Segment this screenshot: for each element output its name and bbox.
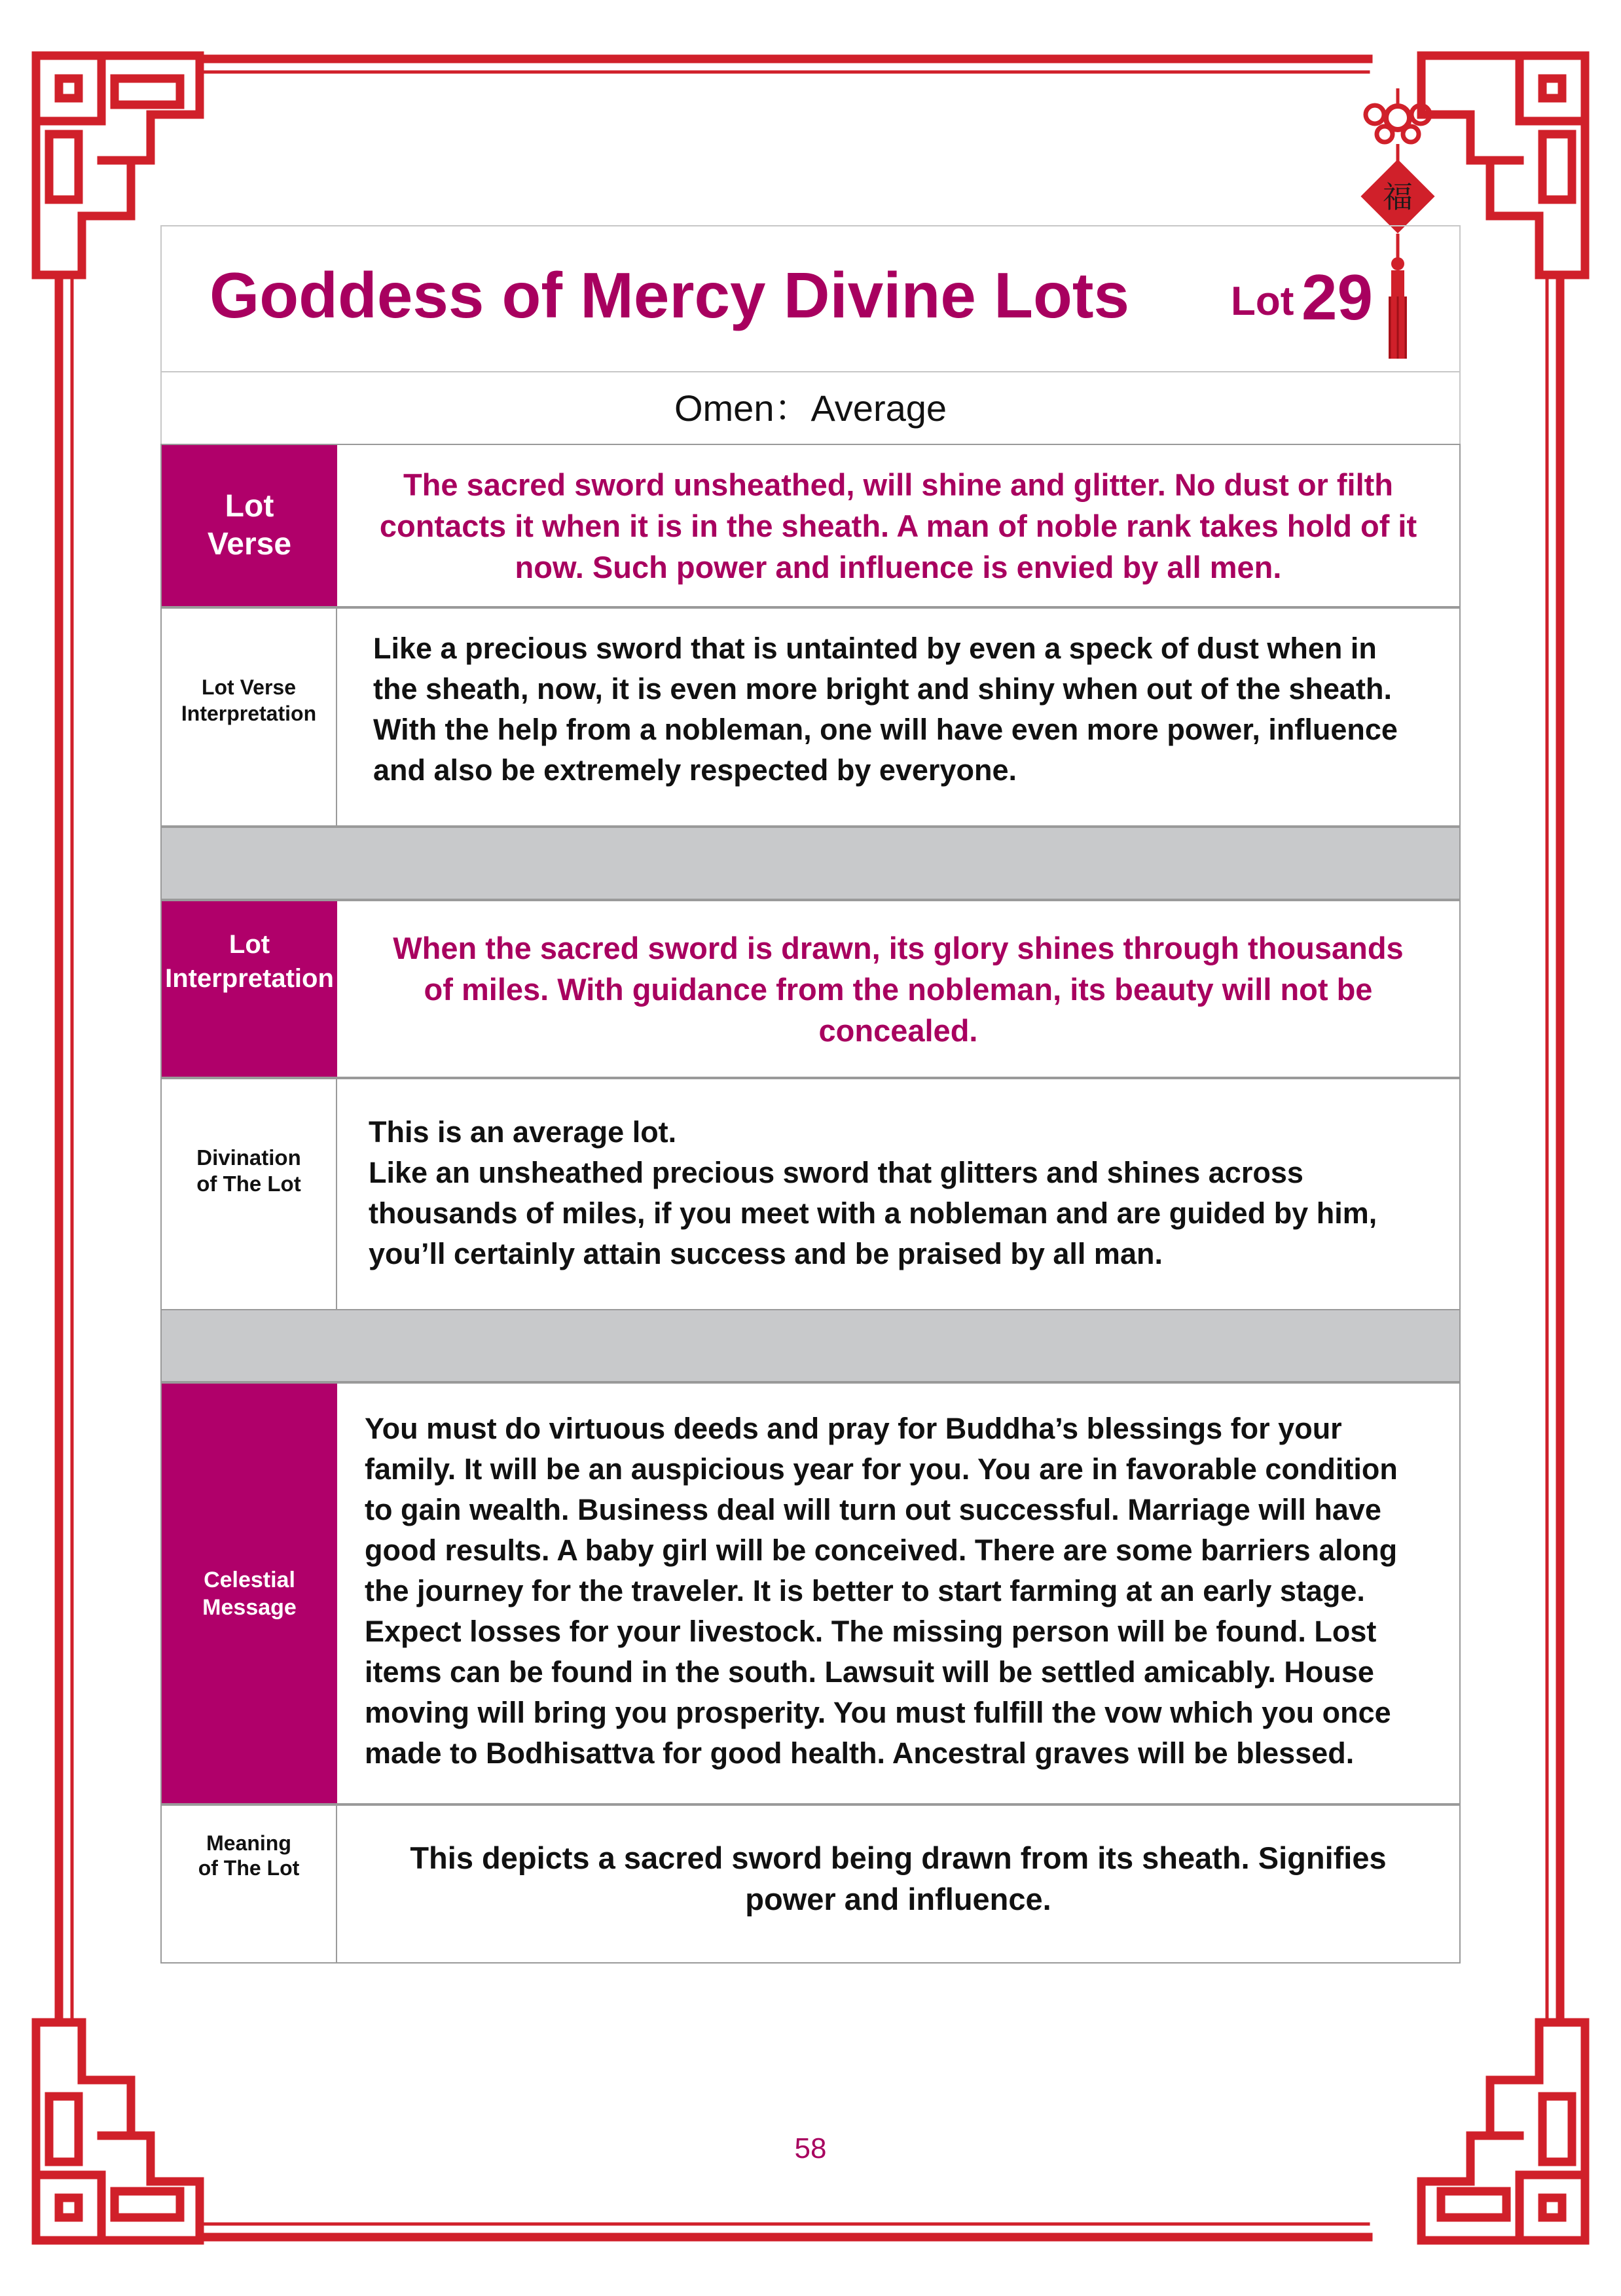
lot-interpretation-row — [160, 900, 1461, 1078]
lot-verse-interpretation-text: Like a precious sword that is untainted by even a speck of dust when in the sheath, now, it is even more bright and shiny when out of the sheath. With the help from a nobleman, one will have even more power, influence and also be extremely respected by everyone. — [373, 632, 1398, 787]
omen-line: Omen：Average — [160, 371, 1461, 445]
divination-text-line1: This is an average lot. — [369, 1115, 677, 1149]
celestial-message-label-line2: Message — [202, 1594, 297, 1620]
meaning-text: This depicts a sacred sword being drawn from its sheath. Signifies power and influence. — [410, 1840, 1387, 1916]
section-divider-band — [160, 827, 1461, 900]
meaning-content — [337, 1806, 1459, 1962]
lot-verse-row — [160, 444, 1461, 607]
celestial-message-label-line1: Celestial — [204, 1567, 295, 1592]
section-divider-band — [160, 1309, 1461, 1382]
lot-interpretation-label-line1: Lot — [228, 930, 270, 959]
lot-verse-interpretation-content — [337, 609, 1459, 825]
lot-verse-interpretation-label — [162, 609, 337, 825]
celestial-message-text: You must do virtuous deeds and pray for Buddha’s blessings for your family. It will be an auspicious year for you. You are in favorable condition to gain wealth. Business deal will turn out successful. Marriage will have good results. A baby girl will be conceived. There are some barriers along the journey for the traveler. It is better to start farming at an early stage. Expect losses for your livestock. The missing person will be found. Lost items can be found in the south. Lawsuit will be settled amicably. House moving will bring you prosperity. You must fulfill the vow which you once made to Bodhisattva for good health. Ancestral graves will be blessed. — [365, 1412, 1398, 1770]
divination-label-line1: Divination — [196, 1145, 301, 1170]
celestial-message-row — [160, 1382, 1461, 1804]
page-number: 58 — [794, 2132, 827, 2164]
lot-verse-content — [337, 445, 1459, 606]
page-title: Goddess of Mercy Divine Lots — [209, 259, 1129, 331]
meaning-row — [160, 1804, 1461, 1964]
lot-verse-label — [162, 445, 337, 606]
celestial-message-content — [337, 1384, 1459, 1803]
divination-content — [337, 1079, 1459, 1309]
lot-interpretation-content — [337, 901, 1459, 1077]
svg-text:福: 福 — [1383, 179, 1413, 215]
divination-label-line2: of The Lot — [196, 1172, 301, 1196]
meaning-label-line2: of The Lot — [198, 1856, 300, 1880]
lot-verse-label-line2: Verse — [207, 527, 292, 562]
meaning-label — [162, 1806, 337, 1962]
divination-text-line2: Like an unsheathed precious sword that glitters and shines across thousands of miles, if you meet with a nobleman and are guided by him, you’ll certainly attain success and be praised by all man. — [369, 1156, 1377, 1270]
lot-verse-interpretation-label-line1: Lot Verse — [201, 675, 297, 699]
lot-verse-interpretation-label-line2: Interpretation — [181, 702, 317, 725]
lot-verse-text: The sacred sword unsheathed, will shine and glitter. No dust or filth contacts it when it is in the sheath. A man of noble rank takes hold of it now. Such power and influence is envied by all men. — [379, 467, 1417, 584]
divination-row — [160, 1078, 1461, 1310]
celestial-message-label — [162, 1384, 337, 1803]
lot-verse-label-line1: Lot — [225, 489, 274, 524]
meaning-label-line1: Meaning — [206, 1831, 291, 1855]
lot-interpretation-text: When the sacred sword is drawn, its glory shines through thousands of miles. With guidance from the nobleman, its beauty will not be concealed. — [393, 930, 1404, 1048]
lot-interpretation-label-line2: Interpretation — [165, 964, 334, 993]
lot-verse-interpretation-row — [160, 607, 1461, 827]
lot-interpretation-label — [162, 901, 337, 1077]
lot-label: Lot — [1231, 279, 1294, 324]
lot-number: 29 — [1302, 261, 1374, 333]
divination-label — [162, 1079, 337, 1309]
